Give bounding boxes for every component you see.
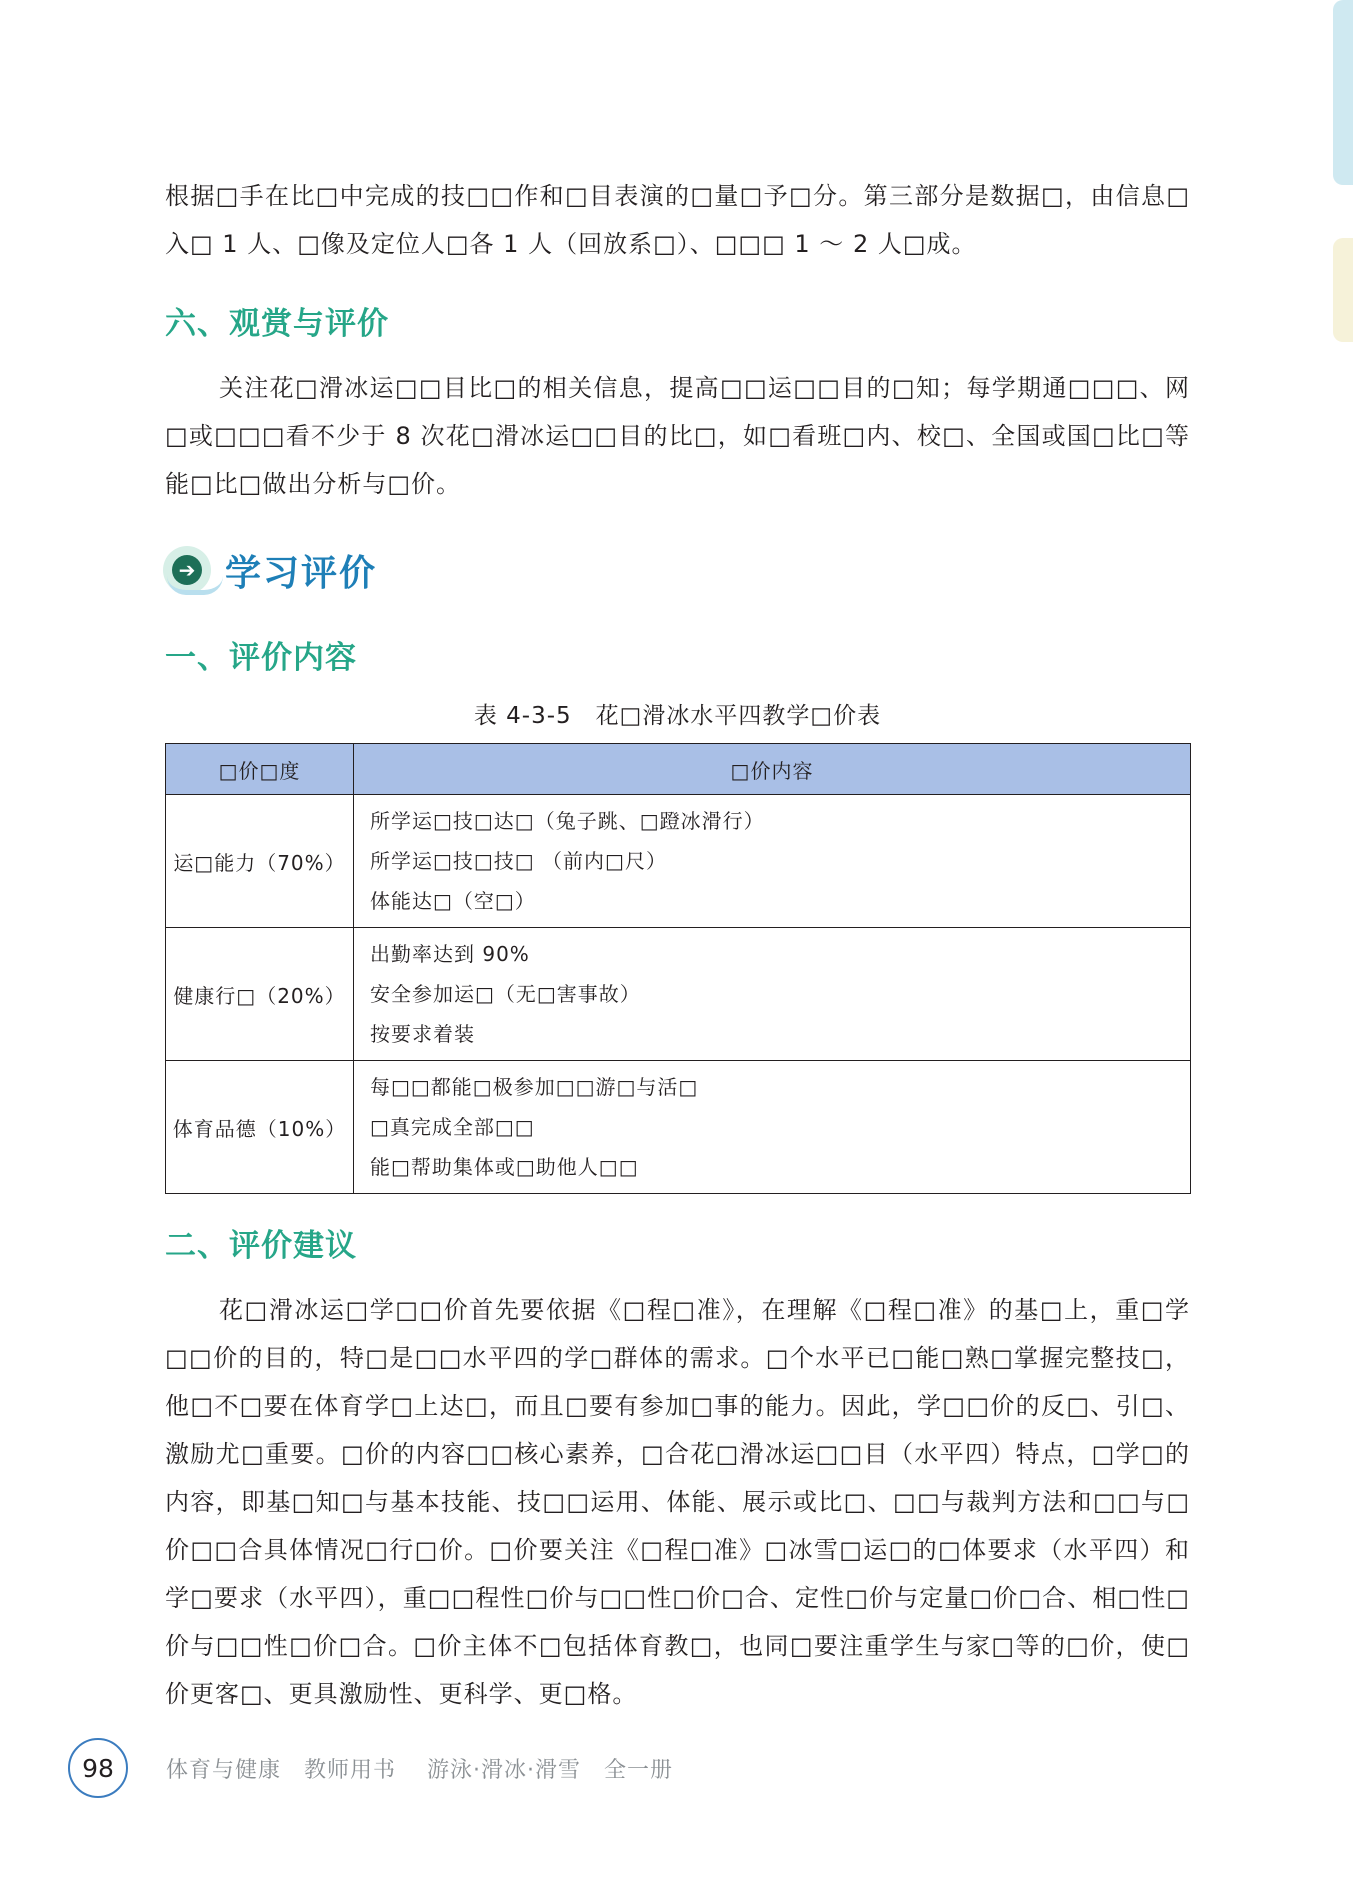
content-item: □真完成全部□□	[370, 1115, 535, 1139]
content-item: 每□□都能□极参加□□游□与活□	[370, 1075, 699, 1099]
header-dimension: □价□度	[166, 744, 354, 795]
content-item: 按要求着装	[370, 1022, 475, 1046]
section-2-paragraph: 花□滑冰运□学□□价首先要依据《□程□准》，在理解《□程□准》的基□上，重□学□□价的目的，特□是□□水平四的学□群体的需求。□个水平已□能□熟□掌握完整技□，他□不□要在体育学□上达□，而且□要有参加□事的能力。因此，学□□价的反□、引□、激励尤□重要。□价的内容□□核心素养，□合花□滑冰运□□目（水平四）特点，□学□的内容，即基□知□与基本技能、技□□运用、体能、展示或比□、□□与裁判方法和□□与□价□□合具体情况□行□价。□价要关注《□程□准》□冰雪□运□的□体要求（水平四）和学□要求（水平四），重□□程性□价与□□性□价□合、定性□价与定量□价□合、相□性□价与□□性□价□合。□价主体不□包括体育教□，也同□要注重学生与家□等的□价，使□价更客□、更具激励性、更科学、更□格。	[165, 1296, 1190, 1708]
intro-paragraph: 根据□手在比□中完成的技□□作和□目表演的□量□予□分。第三部分是数据□，由信息□入□ 1 人、□像及定位人□各 1 人（回放系□）、□□□ 1 ～ 2 人□成。	[165, 182, 1190, 258]
table-row	[166, 1061, 1191, 1194]
book-title: 体育与健康 教师用书 游泳·滑冰·滑雪 全一册	[166, 1757, 673, 1783]
learning-eval-header	[163, 540, 377, 600]
arrow-glyph: ➔	[172, 555, 202, 585]
dimension-cell: 体育品德（10%）	[166, 1061, 354, 1194]
learning-eval-title: 学习评价	[225, 552, 378, 594]
header-content: □价内容	[354, 744, 1191, 795]
edge-tab-cream	[1333, 238, 1353, 342]
content-item: 所学运□技□达□（兔子跳、□蹬冰滑行）	[370, 809, 765, 833]
edge-tab-blue	[1333, 0, 1353, 185]
content-item: 安全参加运□（无□害事故）	[370, 982, 641, 1006]
content-item: 体能达□（空□）	[370, 889, 536, 913]
section-2-heading: 二、评价建议	[165, 1228, 357, 1264]
dimension-cell: 运□能力（70%）	[166, 795, 354, 928]
table-row	[166, 928, 1191, 1061]
section-1-heading: 一、评价内容	[165, 640, 357, 676]
content-cell	[354, 928, 1191, 1061]
evaluation-table	[165, 743, 1191, 1194]
table-header-row	[166, 744, 1191, 795]
table-caption: 表 4-3-5 花□滑冰水平四教学□价表	[473, 703, 882, 729]
content-item: 能□帮助集体或□助他人□□	[370, 1155, 639, 1179]
content-item: 所学运□技□技□ （前内□尺）	[370, 849, 667, 873]
content-cell	[354, 1061, 1191, 1194]
section-6-heading: 六、观赏与评价	[165, 306, 389, 342]
content-item: 出勤率达到 90%	[370, 942, 530, 966]
page-footer	[68, 1738, 673, 1798]
content-cell	[354, 795, 1191, 928]
dimension-cell: 健康行□（20%）	[166, 928, 354, 1061]
page-number: 98	[68, 1738, 128, 1798]
arrow-circle-icon	[163, 546, 211, 594]
section-6-paragraph: 关注花□滑冰运□□目比□的相关信息，提高□□运□□目的□知；每学期通□□□、网□或□□□看不少于 8 次花□滑冰运□□目的比□，如□看班□内、校□、全国或国□比□等能□比□做出分析与□价。	[165, 374, 1190, 498]
table-row	[166, 795, 1191, 928]
